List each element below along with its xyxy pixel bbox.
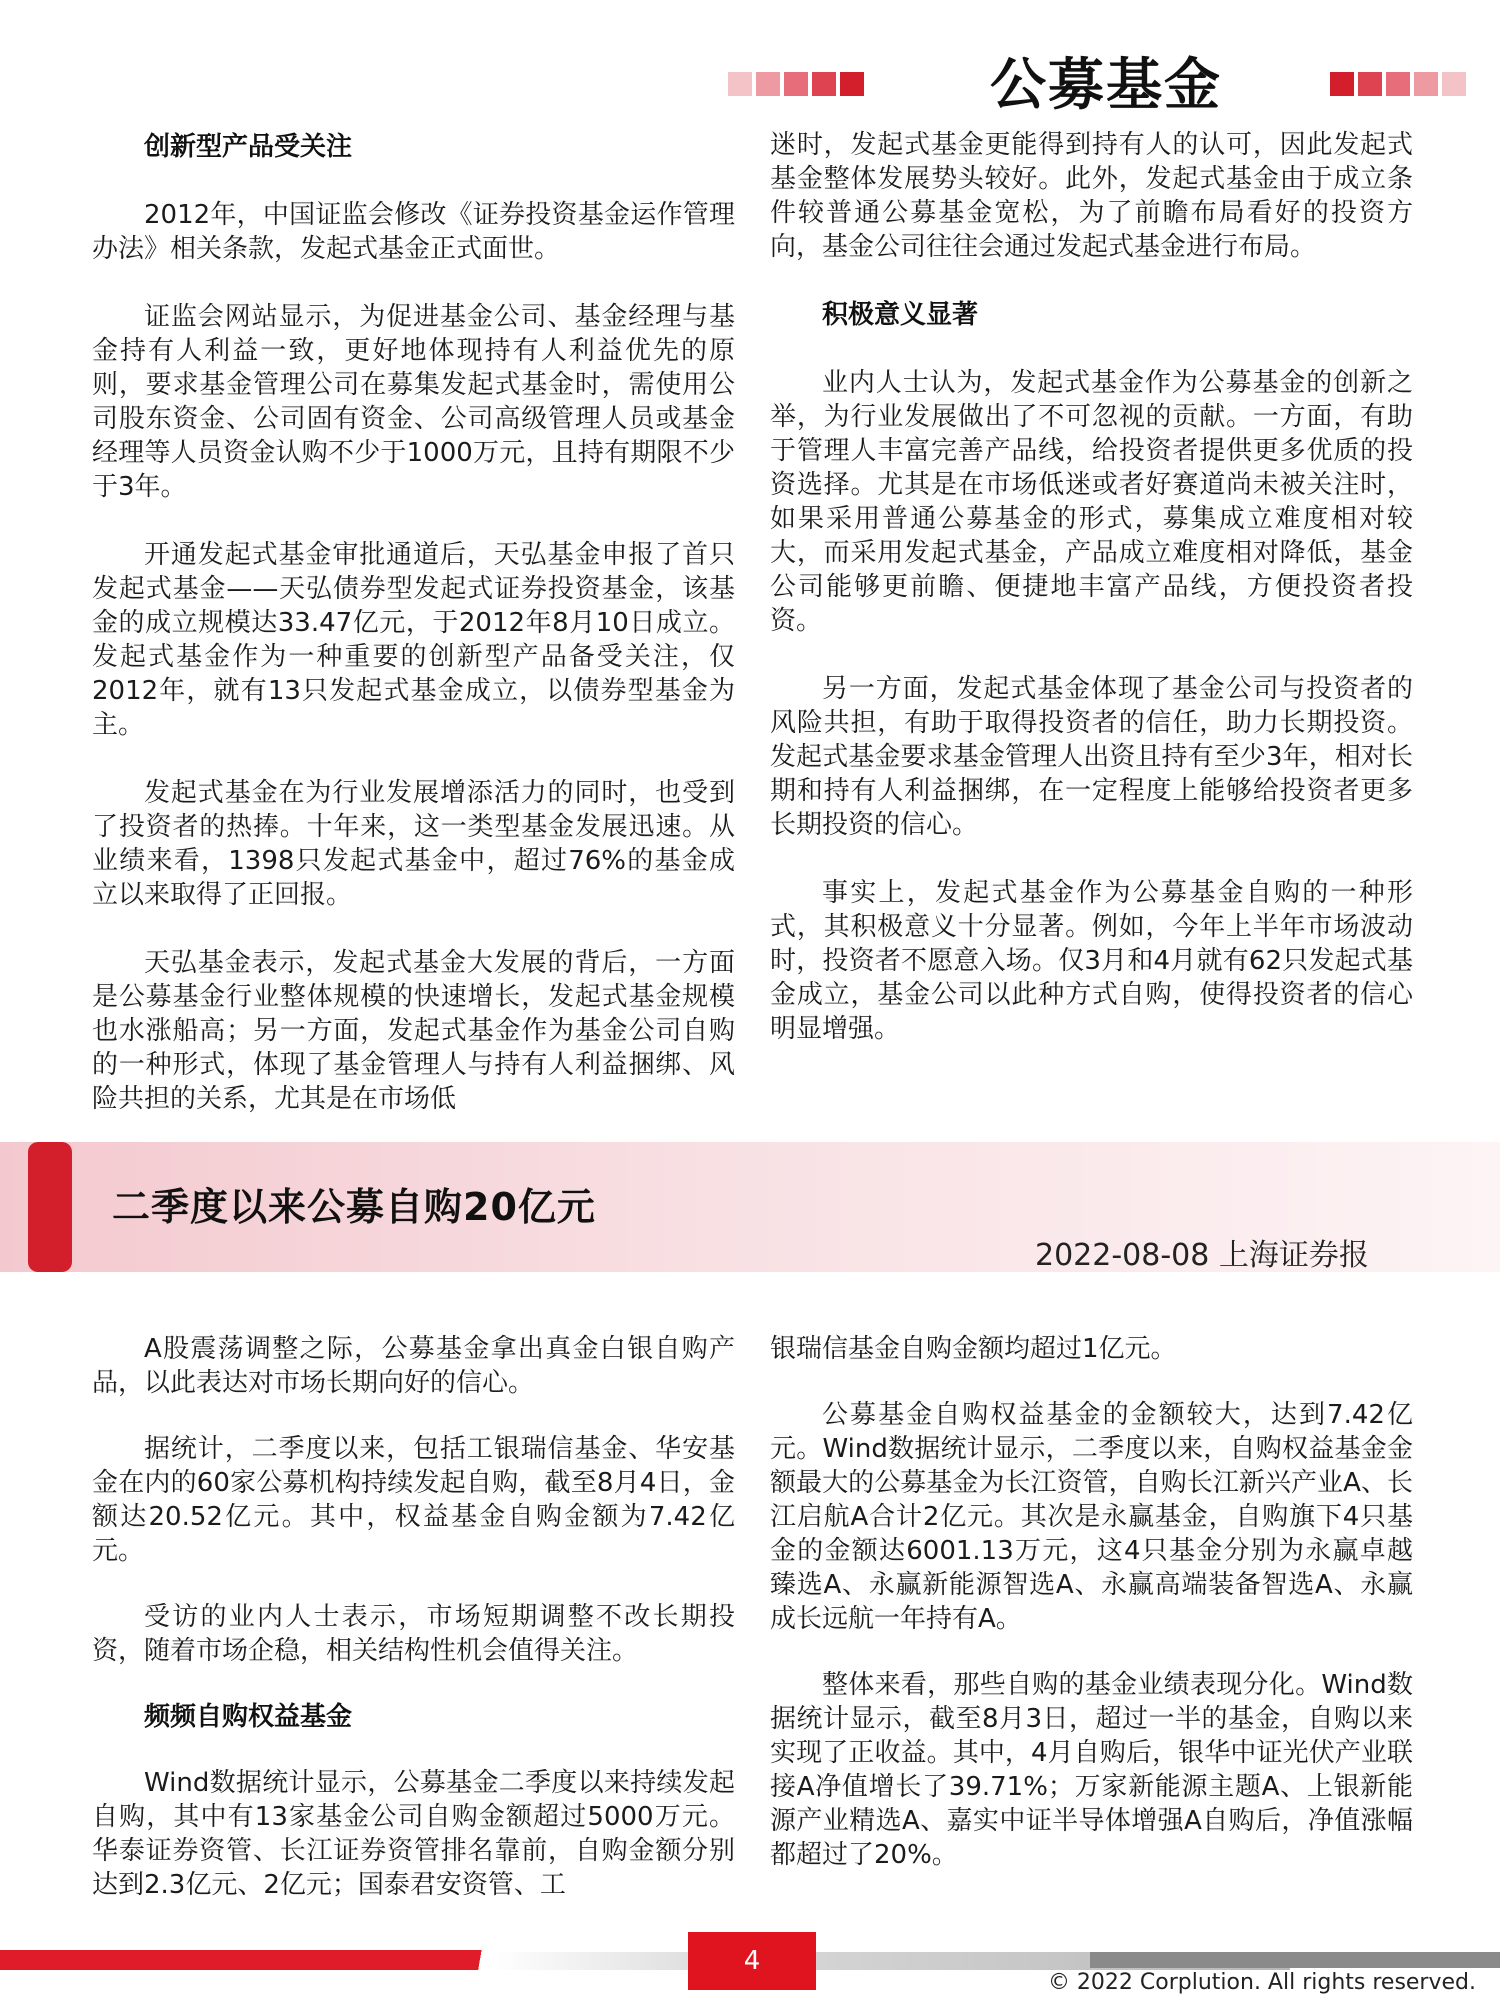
paragraph: Wind数据统计显示，公募基金二季度以来持续发起自购，其中有13家基金公司自购金额超过5000万元。华泰证券资管、长江证券资管排名靠前，自购金额分别达到2.3亿元、2亿元；国泰君安资管、工: [92, 1768, 735, 1900]
paragraph: 业内人士认为，发起式基金作为公募基金的创新之举，为行业发展做出了不可忽视的贡献。一方面，有助于管理人丰富完善产品线，给投资者提供更多优质的投资选择。尤其是在市场低迷或者好赛道尚未被关注时，如果采用普通公募基金的形式，募集成立难度相对较大，而采用发起式基金，产品成立难度相对降低，基金公司能够更前瞻、便捷地丰富产品线，方便投资者投资。: [770, 368, 1413, 636]
paragraph: 据统计，二季度以来，包括工银瑞信基金、华安基金在内的60家公募机构持续发起自购，截至8月4日，金额达20.52亿元。其中，权益基金自购金额为7.42亿元。: [92, 1434, 735, 1566]
section-heading: 创新型产品受关注: [144, 132, 353, 162]
header-decoration-right: [1330, 72, 1466, 96]
paragraph: A股震荡调整之际，公募基金拿出真金白银自购产品，以此表达对市场长期向好的信心。: [92, 1334, 735, 1398]
header-square: [1414, 72, 1438, 96]
header-square: [812, 72, 836, 96]
header-square: [1358, 72, 1382, 96]
header-square: [728, 72, 752, 96]
header-square: [1386, 72, 1410, 96]
header-square: [1330, 72, 1354, 96]
footer-red-stripe: [0, 1950, 520, 1970]
section-heading: 积极意义显著: [822, 300, 979, 330]
header-square: [840, 72, 864, 96]
footer-dark-stripe: [1090, 1952, 1500, 1968]
paragraph-continuation: 银瑞信基金自购金额均超过1亿元。: [770, 1334, 1177, 1364]
banner-accent-bar: [28, 1142, 72, 1272]
paragraph: 受访的业内人士表示，市场短期调整不改长期投资，随着市场企稳，相关结构性机会值得关注。: [92, 1602, 735, 1666]
page-title: 公募基金: [990, 53, 1222, 118]
article-date-source: 2022-08-08 上海证券报: [1035, 1238, 1369, 1273]
paragraph: 证监会网站显示，为促进基金公司、基金经理与基金持有人利益一致，更好地体现持有人利益优先的原则，要求基金管理公司在募集发起式基金时，需使用公司股东资金、公司固有资金、公司高级管理人员或基金经理等人员资金认购不少于1000万元，且持有期限不少于3年。: [92, 302, 735, 502]
article2-left-column: [92, 1332, 735, 1934]
header-decoration-left: [728, 72, 864, 96]
header-square: [1442, 72, 1466, 96]
article1-left-column: [92, 130, 735, 1116]
header-square: [784, 72, 808, 96]
page-number: 4: [688, 1932, 816, 1990]
header-square: [756, 72, 780, 96]
paragraph: 发起式基金在为行业发展增添活力的同时，也受到了投资者的热捧。十年来，这一类型基金发展迅速。从业绩来看，1398只发起式基金中，超过76%的基金成立以来取得了正回报。: [92, 778, 735, 910]
paragraph-continuation: 迷时，发起式基金更能得到持有人的认可，因此发起式基金整体发展势头较好。此外，发起式基金由于成立条件较普通公募基金宽松，为了前瞻布局看好的投资方向，基金公司往往会通过发起式基金进行布局。: [770, 130, 1413, 262]
article-title: 二季度以来公募自购20亿元: [112, 1185, 596, 1229]
paragraph: 天弘基金表示，发起式基金大发展的背后，一方面是公募基金行业整体规模的快速增长，发起式基金规模也水涨船高；另一方面，发起式基金作为基金公司自购的一种形式，体现了基金管理人与持有人利益捆绑、风险共担的关系，尤其是在市场低: [92, 948, 735, 1114]
section-heading: 频频自购权益基金: [144, 1702, 353, 1732]
article2-right-column: [770, 1332, 1413, 1904]
paragraph: 另一方面，发起式基金体现了基金公司与投资者的风险共担，有助于取得投资者的信任，助力长期投资。发起式基金要求基金管理人出资且持有至少3年，相对长期和持有人利益捆绑，在一定程度上能够给投资者更多长期投资的信心。: [770, 674, 1413, 840]
paragraph: 开通发起式基金审批通道后，天弘基金申报了首只发起式基金——天弘债券型发起式证券投资基金，该基金的成立规模达33.47亿元，于2012年8月10日成立。发起式基金作为一种重要的创新型产品备受关注，仅2012年，就有13只发起式基金成立，以债券型基金为主。: [92, 540, 735, 740]
copyright-notice: © 2022 Corplution. All rights reserved.: [1047, 1970, 1476, 1995]
article1-right-column: [770, 128, 1413, 1046]
paragraph: 事实上，发起式基金作为公募基金自购的一种形式，其积极意义十分显著。例如，今年上半年市场波动时，投资者不愿意入场。仅3月和4月就有62只发起式基金成立，基金公司以此种方式自购，使得投资者的信心明显增强。: [770, 878, 1413, 1044]
paragraph: 公募基金自购权益基金的金额较大，达到7.42亿元。Wind数据统计显示，二季度以来，自购权益基金金额最大的公募基金为长江资管，自购长江新兴产业A、长江启航A合计2亿元。其次是永赢基金，自购旗下4只基金的金额达6001.13万元，这4只基金分别为永赢卓越臻选A、永赢新能源智选A、永赢高端装备智选A、永赢成长远航一年持有A。: [770, 1400, 1413, 1634]
paragraph: 整体来看，那些自购的基金业绩表现分化。Wind数据统计显示，截至8月3日，超过一半的基金，自购以来实现了正收益。其中，4月自购后，银华中证光伏产业联接A净值增长了39.71%；万家新能源主题A、上银新能源产业精选A、嘉实中证半导体增强A自购后，净值涨幅都超过了20%。: [770, 1670, 1413, 1870]
paragraph: 2012年，中国证监会修改《证券投资基金运作管理办法》相关条款，发起式基金正式面世。: [92, 200, 735, 264]
